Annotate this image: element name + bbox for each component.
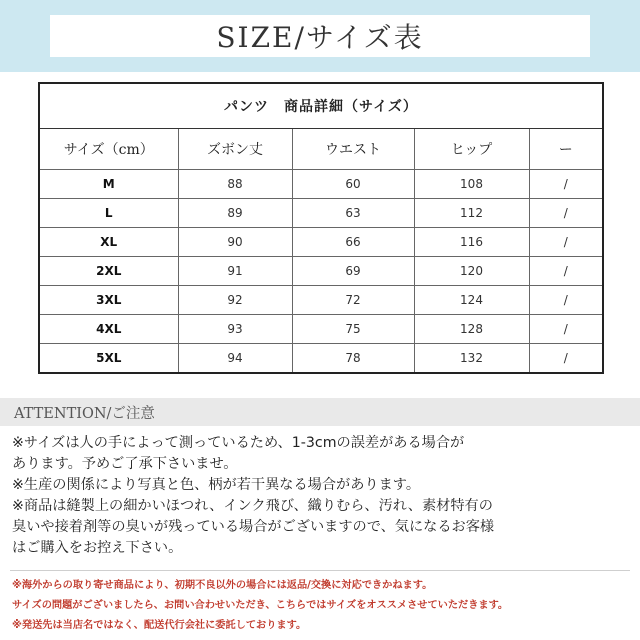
title-banner: [0, 0, 640, 72]
note-line: 臭いや接着剤等の臭いが残っている場合がございますので、気になるお客様: [12, 519, 495, 535]
hip-cell: 112: [414, 199, 529, 228]
divider: [10, 570, 630, 571]
table-header-row: [40, 129, 602, 170]
length-cell: 88: [178, 170, 292, 199]
note-line: はご購入をお控え下さい。: [12, 540, 183, 556]
length-cell: 94: [178, 344, 292, 373]
hip-cell: 108: [414, 170, 529, 199]
column-header-length: ズボン丈: [178, 129, 292, 170]
hip-cell: 128: [414, 315, 529, 344]
waist-cell: 72: [292, 286, 414, 315]
hip-cell: 116: [414, 228, 529, 257]
attention-notes: [12, 433, 632, 559]
attention-title: ATTENTION/ご注意: [14, 405, 155, 422]
size-cell: 5XL: [40, 344, 178, 373]
table-caption: パンツ 商品詳細（サイズ）: [40, 84, 602, 129]
waist-cell: 60: [292, 170, 414, 199]
length-cell: 90: [178, 228, 292, 257]
title-box: [50, 15, 590, 57]
waist-cell: 63: [292, 199, 414, 228]
length-cell: 92: [178, 286, 292, 315]
waist-cell: 75: [292, 315, 414, 344]
extra-cell: /: [529, 170, 602, 199]
note-line: あります。予めご了承下さいませ。: [12, 456, 238, 472]
column-header-size: サイズ（cm）: [40, 129, 178, 170]
hip-cell: 120: [414, 257, 529, 286]
note-line: ※生産の関係により写真と色、柄が若干異なる場合があります。: [12, 477, 421, 493]
extra-cell: /: [529, 315, 602, 344]
size-table: [40, 129, 602, 372]
size-cell: 3XL: [40, 286, 178, 315]
size-cell: XL: [40, 228, 178, 257]
extra-cell: /: [529, 257, 602, 286]
size-cell: L: [40, 199, 178, 228]
attention-header: [0, 398, 640, 426]
column-header-extra: ー: [529, 129, 602, 170]
table-row: [40, 344, 602, 373]
shipping-note-line: ※発送先は当店名ではなく、配送代行会社に委託しております。: [12, 620, 307, 631]
length-cell: 93: [178, 315, 292, 344]
hip-cell: 132: [414, 344, 529, 373]
extra-cell: /: [529, 228, 602, 257]
column-header-waist: ウエスト: [292, 129, 414, 170]
extra-cell: /: [529, 199, 602, 228]
size-cell: 4XL: [40, 315, 178, 344]
column-header-hip: ヒップ: [414, 129, 529, 170]
shipping-note-line: ※海外からの取り寄せ商品により、初期不良以外の場合には返品/交換に対応できかねます。: [12, 580, 433, 591]
shipping-notes: [12, 576, 632, 636]
shipping-note-line: サイズの問題がございましたら、お問い合わせいただき、こちらではサイズをオススメさせていただきます。: [12, 600, 509, 611]
length-cell: 89: [178, 199, 292, 228]
table-row: [40, 170, 602, 199]
size-cell: M: [40, 170, 178, 199]
size-chart: [38, 82, 604, 374]
note-line: ※商品は縫製上の細かいほつれ、インク飛び、織りむら、汚れ、素材特有の: [12, 498, 493, 514]
table-row: [40, 286, 602, 315]
extra-cell: /: [529, 286, 602, 315]
waist-cell: 66: [292, 228, 414, 257]
table-row: [40, 257, 602, 286]
table-row: [40, 228, 602, 257]
size-cell: 2XL: [40, 257, 178, 286]
hip-cell: 124: [414, 286, 529, 315]
table-row: [40, 315, 602, 344]
page-title: SIZE/サイズ表: [216, 21, 424, 54]
waist-cell: 78: [292, 344, 414, 373]
waist-cell: 69: [292, 257, 414, 286]
extra-cell: /: [529, 344, 602, 373]
length-cell: 91: [178, 257, 292, 286]
note-line: ※サイズは人の手によって測っているため、1-3cmの誤差がある場合が: [12, 435, 465, 451]
table-row: [40, 199, 602, 228]
